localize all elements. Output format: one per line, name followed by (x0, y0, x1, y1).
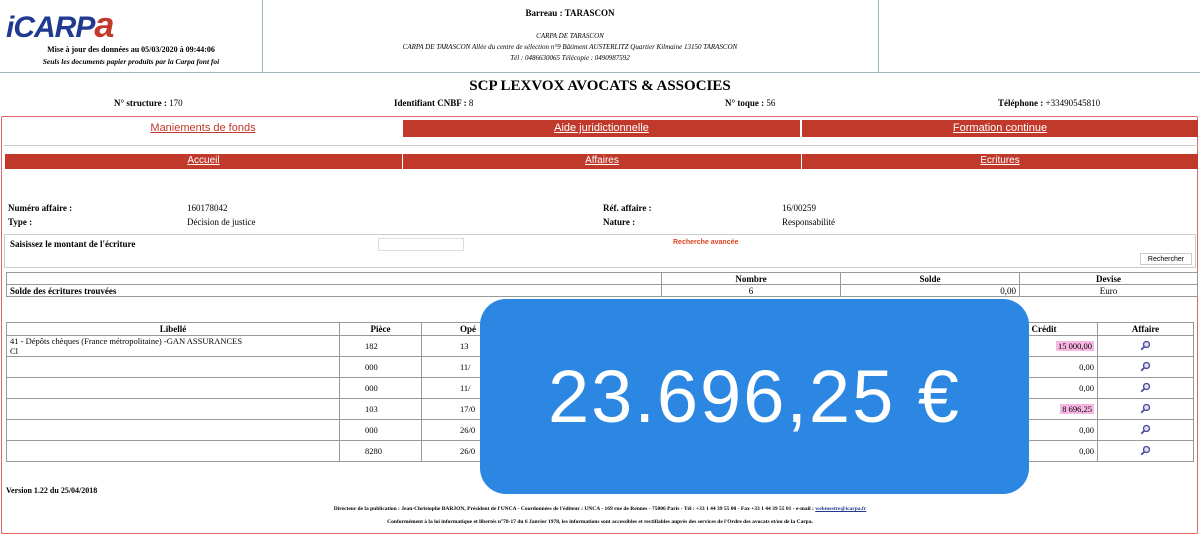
type-value: Décision de justice (187, 217, 256, 227)
ref-affaire-label: Réf. affaire : (603, 203, 652, 213)
libelle-text: 41 - Dépôts chèques (France métropolitaine) -GAN ASSURANCES (10, 336, 243, 346)
structure-value: 170 (169, 98, 183, 108)
structure-label: N° structure : (114, 98, 167, 108)
logo-accent: a (94, 4, 114, 45)
cell-ope: 13 (422, 336, 884, 357)
search-panel (4, 234, 1196, 268)
summary-devise: Euro (1020, 285, 1198, 297)
magnifier-icon[interactable] (1140, 340, 1151, 351)
cell-piece: 000 (340, 378, 422, 399)
summary-row-label: Solde des écritures trouvées (7, 285, 662, 297)
barreau-title: Barreau : TARASCON (525, 8, 615, 18)
paper-note: Seuls les documents papier produits par la Carpa font foi (42, 57, 220, 66)
structure-info (114, 98, 183, 108)
nature-value: Responsabilité (782, 217, 835, 227)
tab-maniements-de-fonds[interactable]: Maniements de fonds (4, 120, 402, 137)
total-amount: 23.696,25 € (548, 355, 961, 438)
cnbf-label: Identifiant CNBF : (394, 98, 467, 108)
cell-libelle (7, 399, 340, 420)
toque-label: N° toque : (725, 98, 765, 108)
cell-affaire (1098, 441, 1194, 462)
subtab-affaires[interactable]: Affaires (402, 154, 801, 169)
summary-header-nombre: Nombre (662, 273, 841, 285)
cell-affaire (1098, 399, 1194, 420)
footer-email-link[interactable]: webmestre@icarpa.fr (815, 506, 867, 512)
amount-label: Saisissez le montant de l'écriture (10, 239, 136, 249)
numero-affaire-label: Numéro affaire : (8, 203, 73, 213)
carpa-name: CARPA DE TARASCON (536, 32, 604, 40)
cell-ope: 26/0 (422, 420, 884, 441)
magnifier-icon[interactable] (1140, 382, 1151, 393)
summary-blank-header (7, 273, 662, 285)
cell-piece: 182 (340, 336, 422, 357)
cell-libelle (7, 336, 340, 357)
cell-piece: 103 (340, 399, 422, 420)
col-credit: Crédit (991, 323, 1098, 336)
advanced-search-link[interactable]: Recherche avancée (673, 239, 739, 246)
credit-value: 15 000,00 (1058, 341, 1092, 351)
numero-affaire-value: 160178042 (187, 203, 228, 213)
phone-label: Téléphone : (998, 98, 1044, 108)
tab-divider (4, 145, 1198, 146)
col-affaire: Affaire (1098, 323, 1194, 336)
cell-libelle (7, 357, 340, 378)
cell-piece: 000 (340, 357, 422, 378)
ref-affaire-value: 16/00259 (782, 203, 817, 213)
credit-value: 0,00 (1079, 362, 1094, 372)
tab-formation-continue[interactable]: Formation continue (802, 120, 1198, 137)
cell-piece: 8280 (340, 441, 422, 462)
col-piece: Pièce (340, 323, 422, 336)
credit-value: 8 696,25 (1062, 404, 1092, 414)
magnifier-icon[interactable] (1140, 424, 1151, 435)
summary-header-solde: Solde (841, 273, 1020, 285)
summary-nombre: 6 (662, 285, 841, 297)
cell-affaire (1098, 357, 1194, 378)
cell-piece: 000 (340, 420, 422, 441)
cell-ope: 11/ (422, 357, 884, 378)
toque-value: 56 (766, 98, 776, 108)
logo-main: iCARP (6, 11, 95, 44)
cell-affaire (1098, 420, 1194, 441)
summary-header-devise: Devise (1020, 273, 1198, 285)
col-ope: Opé (422, 323, 884, 336)
firm-name: SCP LEXVOX AVOCATS & ASSOCIES (469, 78, 731, 94)
search-button[interactable]: Rechercher (1140, 253, 1192, 265)
subtab-ecritures[interactable]: Ecritures (801, 154, 1198, 169)
cell-libelle (7, 420, 340, 441)
type-label: Type : (8, 217, 33, 227)
cnbf-value: 8 (468, 98, 474, 108)
update-timestamp: Mise à jour des données au 05/03/2020 à 09:44:06 (47, 45, 215, 54)
header-bottom-line (0, 72, 1200, 73)
credit-value: 0,00 (1079, 446, 1094, 456)
cell-ope: 11/ (422, 378, 884, 399)
phone-value: +33490545810 (1045, 98, 1101, 108)
magnifier-icon[interactable] (1140, 403, 1151, 414)
credit-value: 0,00 (1079, 383, 1094, 393)
summary-table (6, 272, 1198, 297)
cell-affaire (1098, 336, 1194, 357)
cell-ope: 26/0 (422, 441, 884, 462)
cell-ope: 17/0 (422, 399, 884, 420)
version-text: Version 1.22 du 25/04/2018 (6, 486, 98, 495)
credit-value: 0,00 (1079, 425, 1094, 435)
toque-info (725, 98, 775, 108)
footer-publisher (0, 506, 1200, 512)
cell-affaire (1098, 378, 1194, 399)
col-libelle: Libellé (7, 323, 340, 336)
tab-aide-juridictionnelle[interactable]: Aide juridictionnelle (403, 120, 800, 137)
subtab-accueil[interactable]: Accueil (4, 154, 402, 169)
cnbf-info (394, 98, 473, 108)
footer-publisher-text: Directeur de la publication : Jean-Christophe BARJON, Président de l'UNCA - Coordonnées de l'éditeur : UNCA - 169 rue de Rennes - 75006 Paris - Tél : +33 1 44 39 55 00 - Fax +33 1 44 39 55 01 - e-mail : (333, 506, 814, 512)
libelle-text-continued: Cl (10, 346, 19, 356)
cell-libelle (7, 378, 340, 399)
summary-solde: 0,00 (841, 285, 1020, 297)
phone-info (998, 98, 1100, 108)
nature-label: Nature : (603, 217, 636, 227)
footer-legal: Conformément à la loi informatique et libertés n°78-17 du 6 Janvier 1978, les informations sont accessibles et rectifiables auprès des services de l'Ordre des avocats et/ou de la Carpa. (387, 519, 813, 525)
magnifier-icon[interactable] (1140, 445, 1151, 456)
header-divider (878, 0, 879, 72)
carpa-address: CARPA DE TARASCON Allée du centre de sélection n°9 Bâtiment AUSTERLITZ Quartier Kilmaine 13150 TARASCON (402, 43, 738, 51)
carpa-phone: Tél : 0486630065 Télécopie : 0490987592 (510, 54, 630, 62)
cell-libelle (7, 441, 340, 462)
magnifier-icon[interactable] (1140, 361, 1151, 372)
icarpa-logo (6, 4, 113, 46)
amount-input[interactable] (378, 238, 464, 251)
